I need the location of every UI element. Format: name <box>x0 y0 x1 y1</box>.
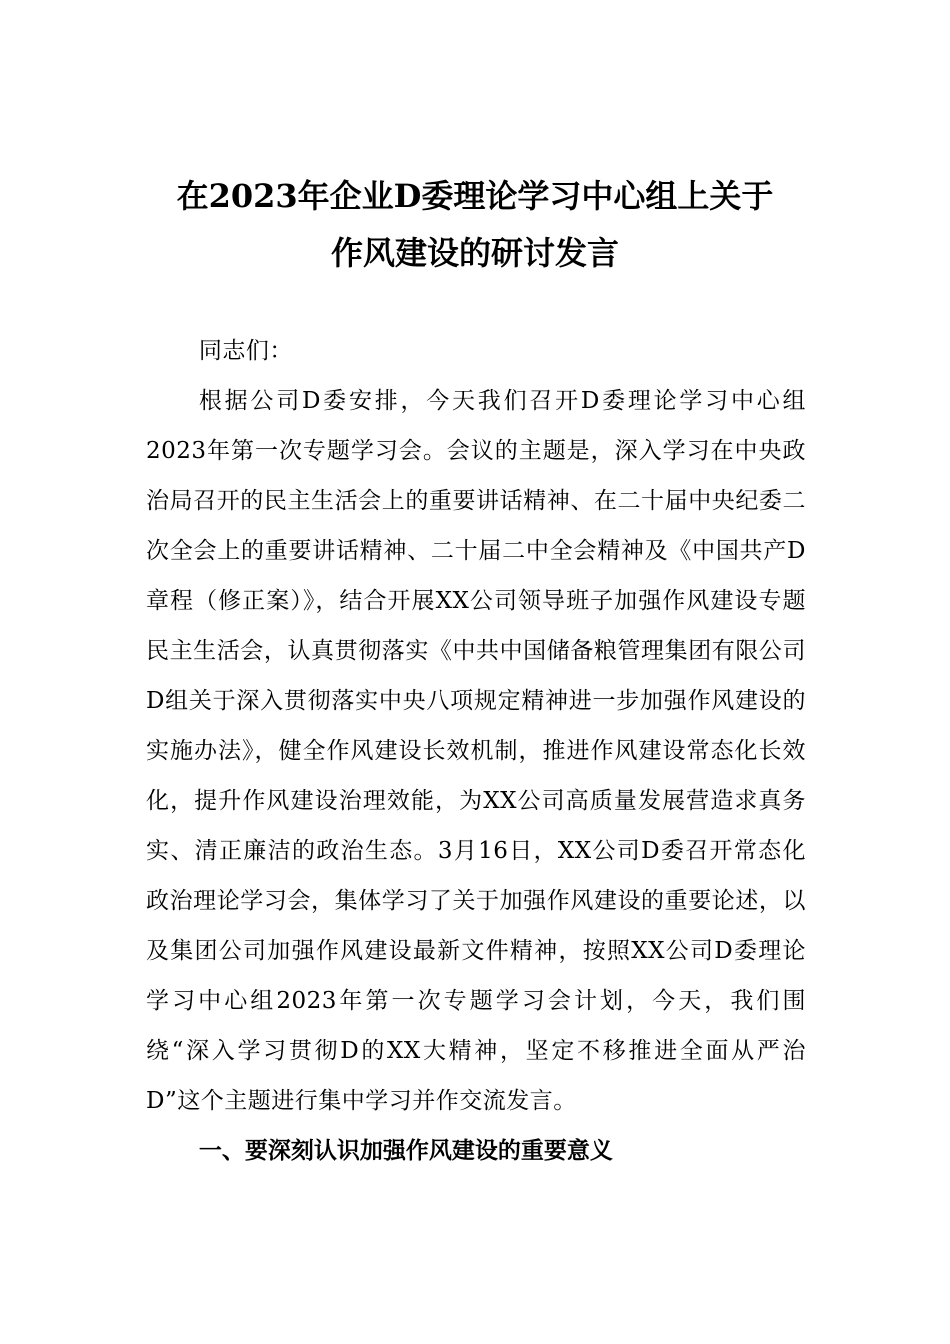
section-heading: 一、要深刻认识加强作风建设的重要意义 <box>198 1138 613 1164</box>
body-paragraph: 根据公司D委安排，今天我们召开D委理论学习中心组2023年第一次专题学习会。会议的主题是，深入学习在中央政治局召开的民主生活会上的重要讲话精神、在二十届中央纪委二次全会上的重要讲话精神、二十届二中全会精神及《中国共产D章程（修正案）》，结合开展XX公司领导班子加强作风建设专题民主生活会，认真贯彻落实《中共中国储备粮管理集团有限公司D组关于深入贯彻落实中央八项规定精神进一步加强作风建设的实施办法》，健全作风建设长效机制，推进作风建设常态化长效化，提升作风建设治理效能，为XX公司高质量发展营造求真务实、清正廉洁的政治生态。3月16日，XX公司D委召开常态化政治理论学习会，集体学习了关于加强作风建设的重要论述，以及集团公司加强作风建设最新文件精神，按照XX公司D委理论学习中心组2023年第一次专题学习会计划，今天，我们围绕“深入学习贯彻D的XX大精神，坚定不移推进全面从严治D”这个主题进行集中学习并作交流发言。 <box>146 388 806 1114</box>
title-line-2: 作风建设的研讨发言 <box>330 234 619 272</box>
document-body <box>146 326 806 1176</box>
title-line-1: 在2023年企业D委理论学习中心组上关于 <box>176 177 774 215</box>
salutation: 同志们： <box>198 338 293 364</box>
document-title <box>140 168 810 282</box>
